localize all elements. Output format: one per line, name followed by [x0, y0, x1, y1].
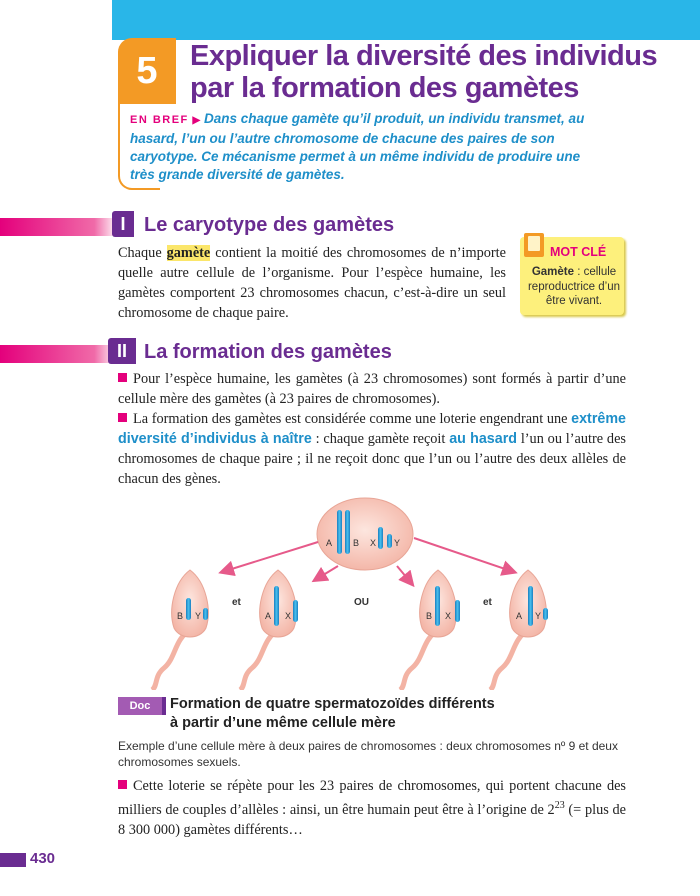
section2-title: La formation des gamètes	[144, 341, 392, 363]
book-icon	[524, 233, 544, 257]
allele-label: B	[353, 538, 360, 548]
connector-et: et	[483, 597, 492, 608]
section1-bar	[0, 218, 118, 236]
section2-bar	[0, 345, 118, 363]
bullet-text: (= plus de 8 300 000) gamètes différents…	[118, 801, 626, 838]
section1-paragraph	[118, 243, 506, 323]
page-title	[190, 40, 690, 104]
bullet-3	[118, 776, 626, 840]
chromosome	[543, 608, 548, 620]
connector-et: et	[232, 597, 241, 608]
mot-cle-definition	[526, 265, 622, 309]
en-bref-label: EN BREF	[130, 114, 189, 126]
mot-cle-heading: MOT CLÉ	[550, 245, 607, 259]
emphasis-diversity: extrême diversité d’individus à naître	[118, 411, 626, 447]
connector-ou: OU	[354, 597, 369, 608]
allele-label: A	[516, 611, 523, 621]
chromosome	[378, 527, 383, 549]
bullet-icon	[118, 780, 127, 789]
en-bref-text: Dans chaque gamète qu’il produit, un individu transmet, au hasard, l’un ou l’autre chromosome de chacune des paires de son caryotype. Ce mécanisme permet à un même individu de produire une très grande diversité de gamètes.	[130, 111, 585, 182]
doc-tag-accent	[162, 697, 166, 715]
arrow	[414, 538, 514, 572]
chromosome	[337, 510, 342, 554]
spermatozoid-1	[152, 570, 208, 690]
bullet-text: La formation des gamètes est considérée comme une loterie engendrant une	[133, 411, 572, 427]
bullet-text: Pour l’espèce humaine, les gamètes (à 23 chromosomes) sont formés à partir d’une cellule mère des gamètes (à 23 paires de chromosomes).	[118, 371, 626, 407]
section2-number: II	[108, 338, 136, 364]
definition-text: : cellule reproductrice d’un être vivant.	[527, 266, 621, 307]
allele-label: X	[285, 611, 292, 621]
doc-title	[170, 695, 530, 733]
chromosome	[203, 608, 208, 620]
exponent: 23	[554, 800, 565, 811]
bullet-text: : chaque gamète reçoit	[311, 431, 450, 447]
doc-title-line-2: à partir d’une même cellule mère	[170, 715, 396, 731]
bullet-text: Cette loterie se répète pour les 23 paires de chromosomes, qui portent chacune des milliers de couples d’allèles : ainsi, un être humain peut être à l’origine de 2	[118, 778, 626, 818]
top-banner	[0, 0, 700, 40]
doc-tag: Doc	[118, 697, 162, 715]
chapter-number: 5	[118, 38, 176, 104]
para-text: Chaque	[118, 245, 167, 261]
bullet-icon	[118, 373, 127, 382]
section1-number: I	[112, 211, 134, 237]
chromosome	[345, 510, 350, 554]
chromosome	[528, 586, 533, 626]
allele-label: B	[177, 611, 184, 621]
allele-label: Y	[195, 611, 202, 621]
spermatozoid-4	[490, 570, 548, 690]
bullet-1	[118, 369, 626, 409]
mother-cell	[317, 498, 413, 570]
bullet-text: l’un ou l’autre des chromosomes de chaque paire ; il ne reçoit donc que l’un ou l’autre des deux allèles de chacun des gènes.	[118, 431, 626, 487]
para-text: contient la moitié des chromosomes de n’importe quelle autre cellule de l’organisme. Pour l’espèce humaine, les gamètes comportent 23 chromosomes chacun, c’est-à-dire un seul chromosome de chaque paire.	[118, 245, 506, 321]
page-number: 430	[30, 850, 56, 867]
arrow	[315, 566, 338, 580]
allele-label: X	[445, 611, 452, 621]
bullet-2	[118, 409, 626, 489]
mot-cle-box	[520, 237, 624, 315]
bullet-icon	[118, 413, 127, 422]
doc-caption: Exemple d’une cellule mère à deux paires de chromosomes : deux chromosomes nº 9 et deux chromosomes sexuels.	[118, 739, 618, 769]
allele-label: B	[426, 611, 433, 621]
spermatozoid-2	[240, 570, 298, 690]
mot-cle-term: Gamète	[531, 266, 574, 278]
allele-label: Y	[394, 538, 401, 548]
allele-label: X	[370, 538, 377, 548]
chromosome	[435, 586, 440, 626]
allele-label: A	[326, 538, 333, 548]
chromosome	[274, 586, 279, 626]
page-number-bar	[0, 853, 26, 867]
emphasis-hasard: au hasard	[449, 431, 517, 447]
allele-label: Y	[535, 611, 542, 621]
en-bref	[130, 110, 600, 184]
doc-title-line-1: Formation de quatre spermatozoïdes différents	[170, 696, 495, 712]
spermatozoid-3	[400, 570, 460, 690]
gamete-diagram	[150, 490, 570, 690]
arrow	[397, 566, 412, 584]
chromosome	[387, 534, 392, 548]
title-line-1: Expliquer la diversité des individus	[190, 40, 658, 72]
title-line-2: par la formation des gamètes	[190, 72, 579, 104]
section1-title: Le caryotype des gamètes	[144, 214, 395, 236]
allele-label: A	[265, 611, 272, 621]
chromosome	[186, 598, 191, 620]
triangle-icon: ▶	[192, 115, 201, 126]
arrow	[222, 542, 318, 572]
chromosome	[293, 600, 298, 622]
chromosome	[455, 600, 460, 622]
keyword-gamete: gamète	[166, 245, 211, 261]
